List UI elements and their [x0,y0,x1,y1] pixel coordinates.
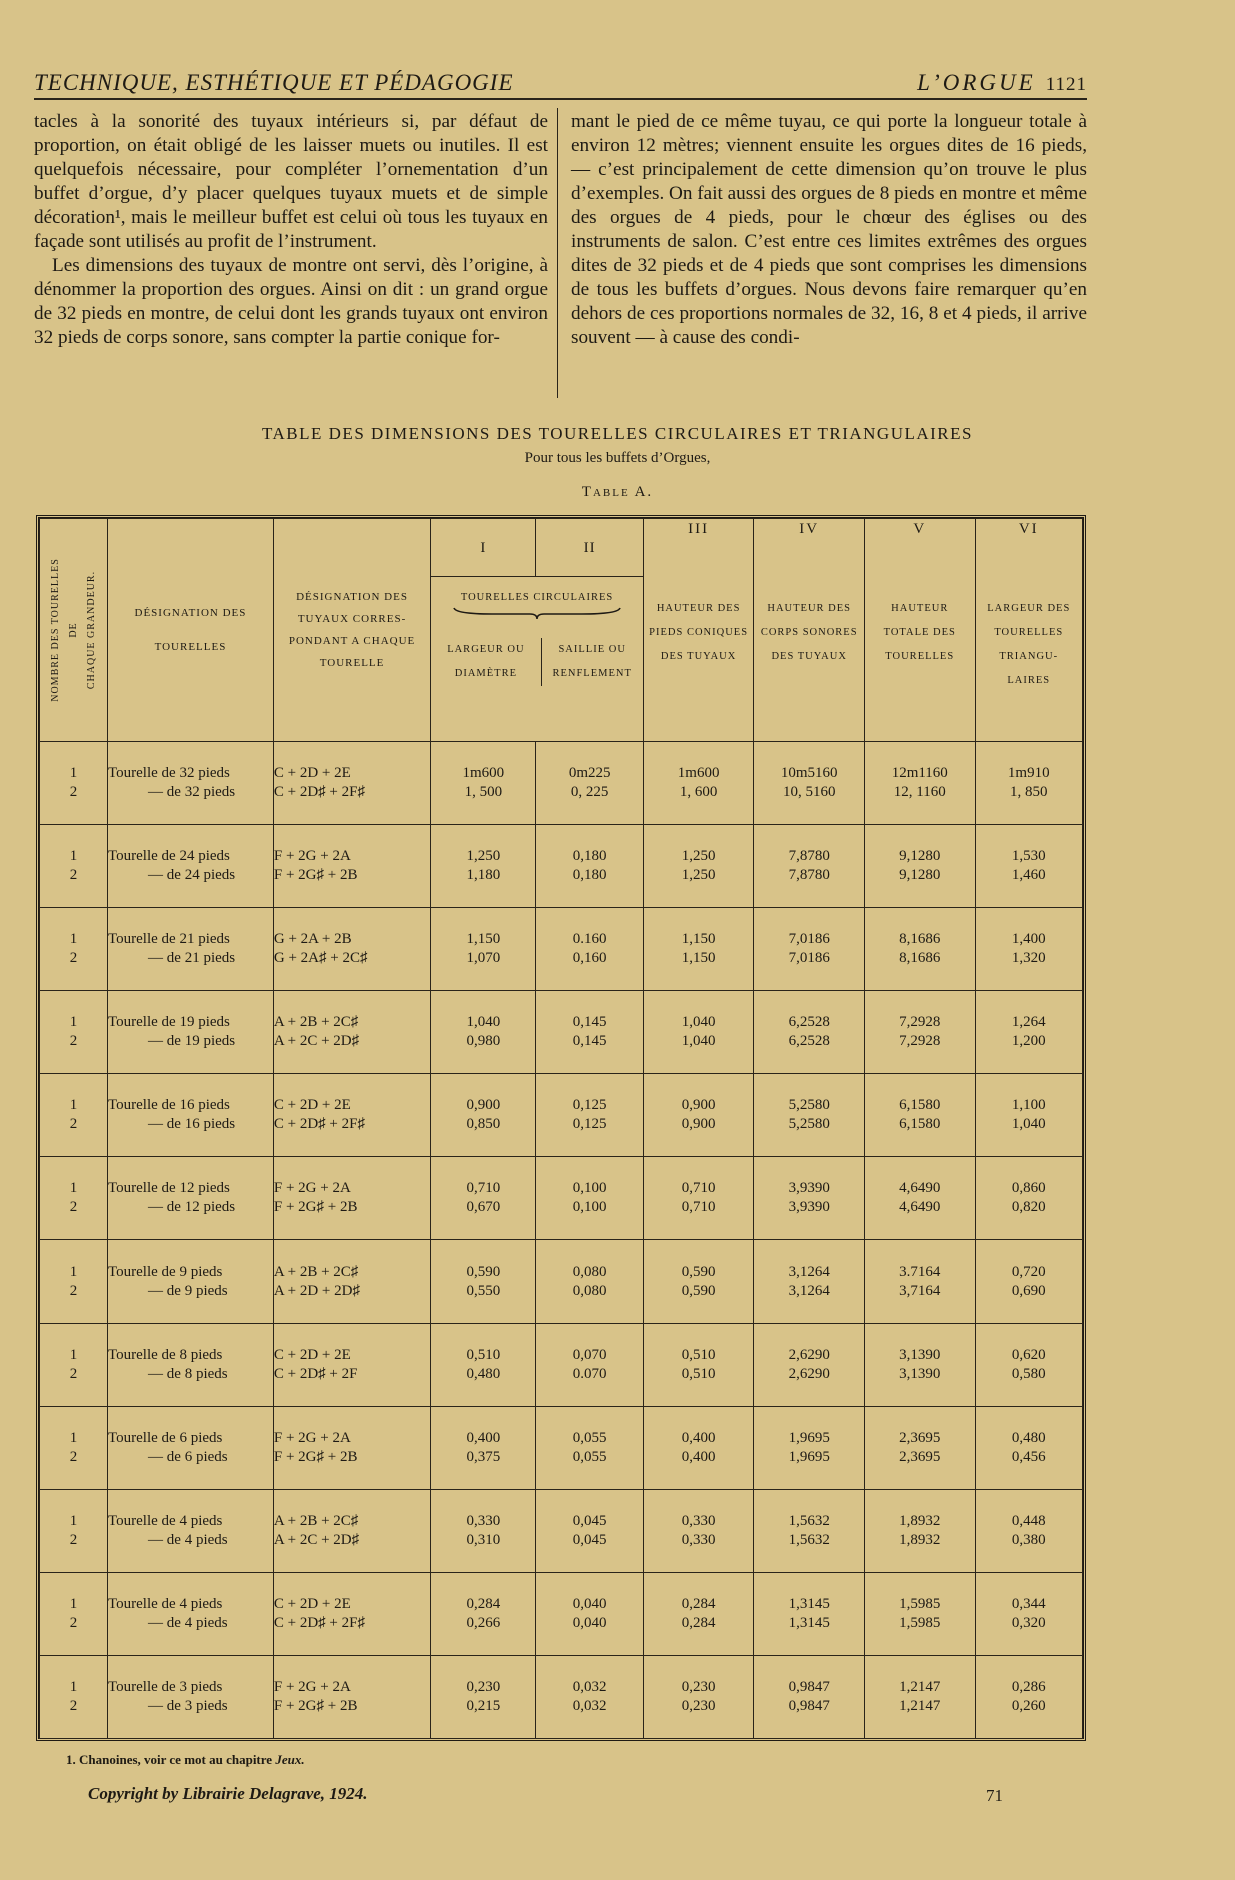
brace-icon [452,606,622,620]
row-value-col2: 0,055 0,055 [536,1406,643,1489]
footnote: 1. Chanoines, voir ce mot au chapitre Jeux. [66,1752,305,1767]
table-row [40,1489,1083,1572]
row-value-col5: 8,1686 8,1686 [864,908,975,991]
row-value-col1: 0,284 0,266 [431,1572,536,1655]
header-roman-5: V [913,521,927,537]
row-designation: Tourelle de 21 pieds — de 21 pieds [108,908,274,991]
header-count: NOMBRE DES TOURELLES DE CHAQUE GRANDEUR. [40,519,108,742]
row-designation: Tourelle de 12 pieds — de 12 pieds [108,1157,274,1240]
row-value-col2: 0,125 0,125 [536,1074,643,1157]
row-pipes: A + 2B + 2C♯ A + 2D + 2D♯ [273,1240,430,1323]
row-pipes: F + 2G + 2A F + 2G♯ + 2B [273,1157,430,1240]
row-value-col6: 0,480 0,456 [975,1406,1082,1489]
row-pipes: A + 2B + 2C♯ A + 2C + 2D♯ [273,991,430,1074]
row-count: 1 2 [40,1074,108,1157]
row-count: 1 2 [40,1655,108,1738]
row-value-col4: 7,0186 7,0186 [754,908,865,991]
row-value-col4: 2,6290 2,6290 [754,1323,865,1406]
header-roman-1: I [431,519,536,577]
row-count: 1 2 [40,908,108,991]
row-pipes: A + 2B + 2C♯ A + 2C + 2D♯ [273,1489,430,1572]
header-right [917,70,1087,96]
row-value-col1: 0,330 0,310 [431,1489,536,1572]
folio-number: 71 [986,1786,1003,1805]
row-value-col2: 0,040 0,040 [536,1572,643,1655]
row-value-col4: 1,9695 1,9695 [754,1406,865,1489]
header-roman-3: III [688,521,710,537]
row-value-col1: 0,710 0,670 [431,1157,536,1240]
row-value-col2: 0,080 0,080 [536,1240,643,1323]
row-value-col5: 9,1280 9,1280 [864,825,975,908]
row-value-col3: 0,330 0,330 [643,1489,754,1572]
row-count: 1 2 [40,1572,108,1655]
row-value-col1: 0,510 0,480 [431,1323,536,1406]
row-designation: Tourelle de 16 pieds — de 16 pieds [108,1074,274,1157]
header-book-title: L’ORGUE [917,70,1036,95]
row-value-col6: 1m910 1, 850 [975,742,1082,825]
row-value-col4: 5,2580 5,2580 [754,1074,865,1157]
row-designation: Tourelle de 9 pieds — de 9 pieds [108,1240,274,1323]
row-value-col6: 0,620 0,580 [975,1323,1082,1406]
left-text-column [34,110,548,350]
row-value-col6: 1,264 1,200 [975,991,1082,1074]
table-row [40,908,1083,991]
row-value-col4: 1,3145 1,3145 [754,1572,865,1655]
row-pipes: C + 2D + 2E C + 2D♯ + 2F♯ [273,742,430,825]
row-value-col1: 1,040 0,980 [431,991,536,1074]
table-row [40,742,1083,825]
header-col3-label: HAUTEUR DES PIEDS CONIQUES DES TUYAUX [649,603,749,662]
header-col2-label: SAILLIE OU RENFLEMENT [541,638,643,686]
row-value-col3: 0,710 0,710 [643,1157,754,1240]
row-designation: Tourelle de 4 pieds — de 4 pieds [108,1572,274,1655]
row-pipes: F + 2G + 2A F + 2G♯ + 2B [273,825,430,908]
left-paragraph-2: Les dimensions des tuyaux de montre ont servi, dès l’origine, à dénommer la proportion des orgues. Ainsi on dit : un grand orgue de 32 pieds en montre, de celui dont les grands tuyaux ont environ 32 pieds de corps sonore, sans compter la partie conique for- [34,255,548,348]
row-value-col3: 1,040 1,040 [643,991,754,1074]
row-pipes: C + 2D + 2E C + 2D♯ + 2F♯ [273,1074,430,1157]
table-row [40,1240,1083,1323]
table-body [40,742,1083,1739]
table-row [40,1655,1083,1738]
row-count: 1 2 [40,1240,108,1323]
row-value-col5: 1,2147 1,2147 [864,1655,975,1738]
row-value-col4: 10m5160 10, 5160 [754,742,865,825]
row-count: 1 2 [40,825,108,908]
header-col5 [864,519,975,742]
row-designation: Tourelle de 6 pieds — de 6 pieds [108,1406,274,1489]
header-roman-6: VI [1018,521,1039,537]
header-roman-2: II [536,519,643,577]
row-value-col3: 1,150 1,150 [643,908,754,991]
row-count: 1 2 [40,991,108,1074]
row-value-col5: 4,6490 4,6490 [864,1157,975,1240]
row-designation: Tourelle de 19 pieds — de 19 pieds [108,991,274,1074]
row-count: 1 2 [40,1157,108,1240]
row-value-col3: 0,400 0,400 [643,1406,754,1489]
table-row [40,1323,1083,1406]
table-subtitle: Pour tous les buffets d’Orgues, [524,450,711,466]
row-pipes: C + 2D + 2E C + 2D♯ + 2F♯ [273,1572,430,1655]
table-label: Table A. [581,484,654,500]
table-row [40,1157,1083,1240]
row-value-col6: 1,530 1,460 [975,825,1082,908]
dimensions-grid [39,518,1083,1739]
row-value-col2: 0,045 0,045 [536,1489,643,1572]
row-value-col5: 6,1580 6,1580 [864,1074,975,1157]
row-value-col6: 1,100 1,040 [975,1074,1082,1157]
row-count: 1 2 [40,1489,108,1572]
row-value-col3: 1,250 1,250 [643,825,754,908]
row-value-col2: 0m225 0, 225 [536,742,643,825]
table-title: TABLE DES DIMENSIONS DES TOURELLES CIRCULAIRES ET TRIANGULAIRES [262,424,973,443]
column-divider [557,108,558,398]
copyright-line: Copyright by Librairie Delagrave, 1924. [88,1784,368,1803]
row-value-col1: 0,590 0,550 [431,1240,536,1323]
header-circular-label: TOURELLES CIRCULAIRES [460,592,614,604]
row-value-col1: 1,150 1,070 [431,908,536,991]
row-value-col5: 3,1390 3,1390 [864,1323,975,1406]
header-col4 [754,519,865,742]
row-value-col1: 1,250 1,180 [431,825,536,908]
row-value-col2: 0,145 0,145 [536,991,643,1074]
row-value-col2: 0,032 0,032 [536,1655,643,1738]
row-value-col6: 0,720 0,690 [975,1240,1082,1323]
row-value-col6: 0,860 0,820 [975,1157,1082,1240]
right-text-column [571,110,1087,350]
header-pipes: DÉSIGNATION DES TUYAUX CORRES-PONDANT A CHAQUE TOURELLE [273,519,430,742]
row-value-col5: 12m1160 12, 1160 [864,742,975,825]
row-value-col6: 0,448 0,380 [975,1489,1082,1572]
row-pipes: F + 2G + 2A F + 2G♯ + 2B [273,1655,430,1738]
row-pipes: C + 2D + 2E C + 2D♯ + 2F [273,1323,430,1406]
row-value-col3: 0,510 0,510 [643,1323,754,1406]
row-value-col1: 0,230 0,215 [431,1655,536,1738]
row-value-col2: 0,100 0,100 [536,1157,643,1240]
row-value-col5: 2,3695 2,3695 [864,1406,975,1489]
row-count: 1 2 [40,742,108,825]
row-value-col6: 0,286 0,260 [975,1655,1082,1738]
row-value-col1: 0,900 0,850 [431,1074,536,1157]
row-count: 1 2 [40,1406,108,1489]
table-row [40,1406,1083,1489]
row-value-col1: 0,400 0,375 [431,1406,536,1489]
row-value-col5: 3.7164 3,7164 [864,1240,975,1323]
header-page-number: 1121 [1045,74,1087,95]
row-value-col3: 0,230 0,230 [643,1655,754,1738]
header-designation: DÉSIGNATION DES TOURELLES [108,519,274,742]
header-circular-group [431,577,644,742]
row-value-col4: 0,9847 0,9847 [754,1655,865,1738]
header-col5-label: HAUTEUR TOTALE DES TOURELLES [883,603,956,662]
row-value-col5: 7,2928 7,2928 [864,991,975,1074]
header-col4-label: HAUTEUR DES CORPS SONORES DES TUYAUX [760,603,858,662]
row-designation: Tourelle de 32 pieds — de 32 pieds [108,742,274,825]
row-value-col2: 0,070 0.070 [536,1323,643,1406]
right-paragraph: mant le pied de ce même tuyau, ce qui porte la longueur totale à environ 12 mètres; viennent ensuite les orgues dites de 16 pieds, — c’est principalement de cette dimension qu’on trouve le plus d’exemples. On fait aussi des orgues de 8 pieds en montre et même des orgues de 4 pieds, pour le chœur des églises ou des instruments de salon. C’est entre ces limites extrêmes des orgues dites de 32 pieds et de 4 pieds que sont comprises les dimensions de tous les buffets d’orgues. Nous devons faire remarquer qu’en dehors de ces proportions normales de 32, 16, 8 et 4 pieds, il arrive souvent — à cause des condi- [571,111,1087,348]
dimensions-table [36,515,1086,1741]
left-paragraph-1: tacles à la sonorité des tuyaux intérieurs si, par défaut de proportion, on était obligé de les laisser muets ou inutiles. Il est quelquefois nécessaire, pour compléter l’ornementation d’un buffet d’orgue, d’y placer quelques tuyaux muets et de simple décoration¹, mais le meilleur buffet est celui où tous les tuyaux en façade sont utilisés au profit de l’instrument. [34,111,548,252]
row-value-col4: 3,9390 3,9390 [754,1157,865,1240]
row-designation: Tourelle de 3 pieds — de 3 pieds [108,1655,274,1738]
row-value-col4: 7,8780 7,8780 [754,825,865,908]
row-value-col1: 1m600 1, 500 [431,742,536,825]
row-count: 1 2 [40,1323,108,1406]
row-value-col3: 0,284 0,284 [643,1572,754,1655]
row-value-col4: 6,2528 6,2528 [754,991,865,1074]
row-designation: Tourelle de 4 pieds — de 4 pieds [108,1489,274,1572]
header-section-title: TECHNIQUE, ESTHÉTIQUE ET PÉDAGOGIE [34,70,514,95]
row-value-col6: 0,344 0,320 [975,1572,1082,1655]
row-value-col2: 0.160 0,160 [536,908,643,991]
row-pipes: F + 2G + 2A F + 2G♯ + 2B [273,1406,430,1489]
row-value-col4: 3,1264 3,1264 [754,1240,865,1323]
table-row [40,1074,1083,1157]
table-row [40,1572,1083,1655]
table-row [40,825,1083,908]
row-value-col3: 0,590 0,590 [643,1240,754,1323]
row-value-col4: 1,5632 1,5632 [754,1489,865,1572]
table-row [40,991,1083,1074]
row-pipes: G + 2A + 2B G + 2A♯ + 2C♯ [273,908,430,991]
header-col3 [643,519,754,742]
footnote-ref: Jeux. [275,1752,305,1767]
row-designation: Tourelle de 8 pieds — de 8 pieds [108,1323,274,1406]
row-value-col3: 0,900 0,900 [643,1074,754,1157]
row-value-col2: 0,180 0,180 [536,825,643,908]
row-value-col6: 1,400 1,320 [975,908,1082,991]
header-roman-4: IV [799,521,820,537]
row-value-col5: 1,8932 1,8932 [864,1489,975,1572]
row-value-col3: 1m600 1, 600 [643,742,754,825]
row-designation: Tourelle de 24 pieds — de 24 pieds [108,825,274,908]
running-header [34,68,1087,100]
header-col6-label: LARGEUR DES TOURELLES TRIANGU-LAIRES [987,603,1071,686]
header-col1-label: LARGEUR OU DIAMÈTRE [447,644,525,680]
row-value-col5: 1,5985 1,5985 [864,1572,975,1655]
header-col6 [975,519,1082,742]
